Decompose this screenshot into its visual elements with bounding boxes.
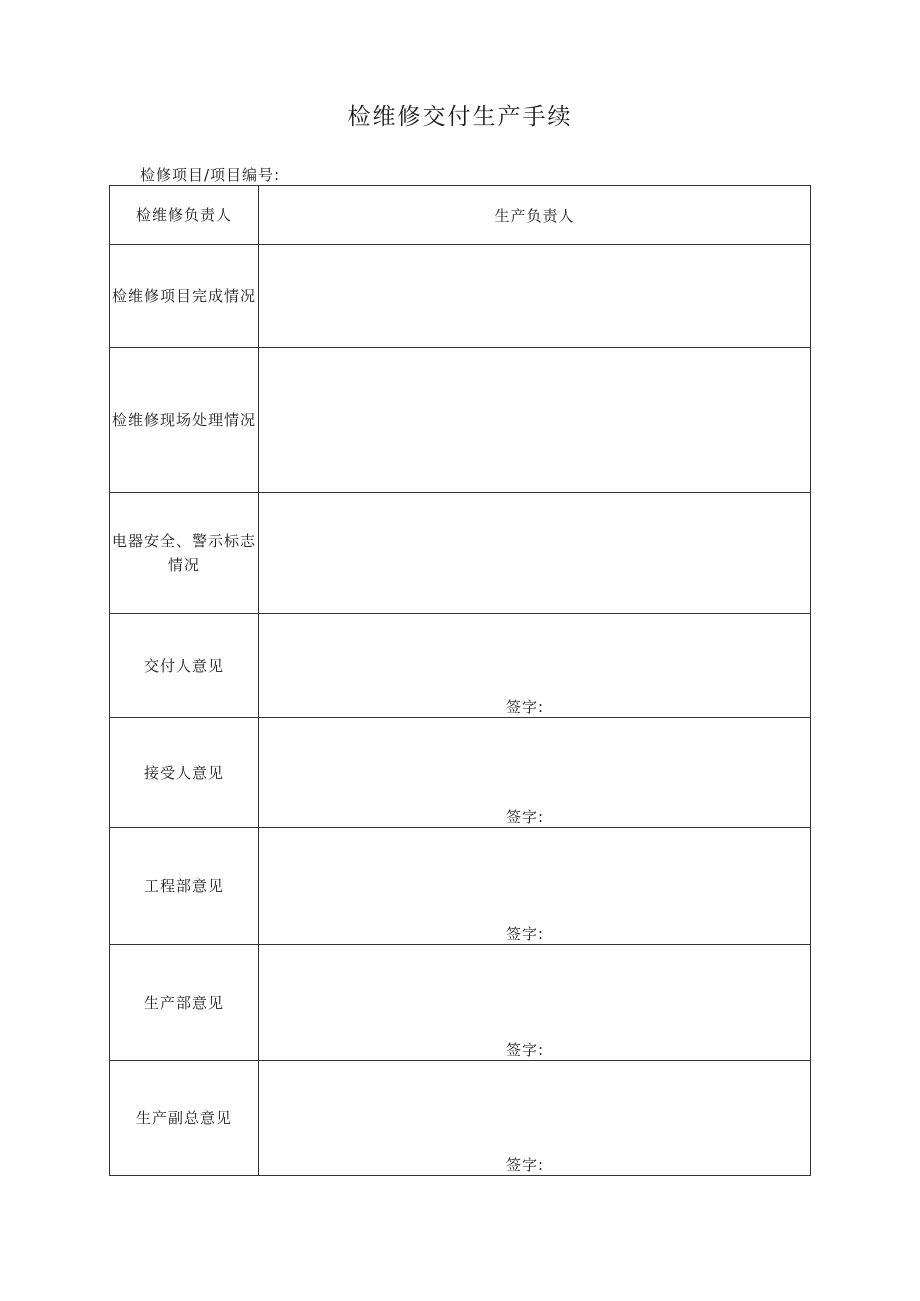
- production-opinion-field[interactable]: [259, 945, 811, 1061]
- engineering-opinion-field[interactable]: [259, 828, 811, 945]
- completion-content-field[interactable]: [259, 245, 811, 348]
- table-row: [110, 718, 811, 828]
- row-label-completion: 检维修项目完成情况: [110, 245, 259, 348]
- row-label-deliverer-opinion: 交付人意见: [110, 614, 259, 718]
- signature-label: 签字:: [506, 808, 545, 826]
- table-row: [110, 348, 811, 493]
- signature-label: 签字:: [506, 1156, 545, 1174]
- production-lead-label: 生产负责人: [259, 186, 811, 245]
- table-row: [110, 828, 811, 945]
- handover-form-table: [109, 185, 811, 1176]
- row-label-engineering-opinion: 工程部意见: [110, 828, 259, 945]
- table-row: [110, 493, 811, 614]
- project-number-label: 检修项目/项目编号:: [140, 166, 281, 184]
- maintenance-lead-label: 检维修负责人: [110, 186, 259, 245]
- signature-label: 签字:: [506, 925, 545, 943]
- receiver-opinion-field[interactable]: [259, 718, 811, 828]
- site-handling-content-field[interactable]: [259, 348, 811, 493]
- deliverer-opinion-field[interactable]: [259, 614, 811, 718]
- electrical-safety-content-field[interactable]: [259, 493, 811, 614]
- table-row: [110, 245, 811, 348]
- signature-label: 签字:: [506, 698, 545, 716]
- row-label-electrical-safety: 电器安全、警示标志情况: [110, 493, 259, 614]
- header-row: [110, 186, 811, 245]
- vp-opinion-field[interactable]: [259, 1061, 811, 1176]
- signature-label: 签字:: [506, 1041, 545, 1059]
- table-row: [110, 1061, 811, 1176]
- table-row: [110, 614, 811, 718]
- row-label-receiver-opinion: 接受人意见: [110, 718, 259, 828]
- document-title: 检维修交付生产手续: [347, 104, 573, 130]
- row-label-production-opinion: 生产部意见: [110, 945, 259, 1061]
- row-label-vp-opinion: 生产副总意见: [110, 1061, 259, 1176]
- table-row: [110, 945, 811, 1061]
- row-label-site-handling: 检维修现场处理情况: [110, 348, 259, 493]
